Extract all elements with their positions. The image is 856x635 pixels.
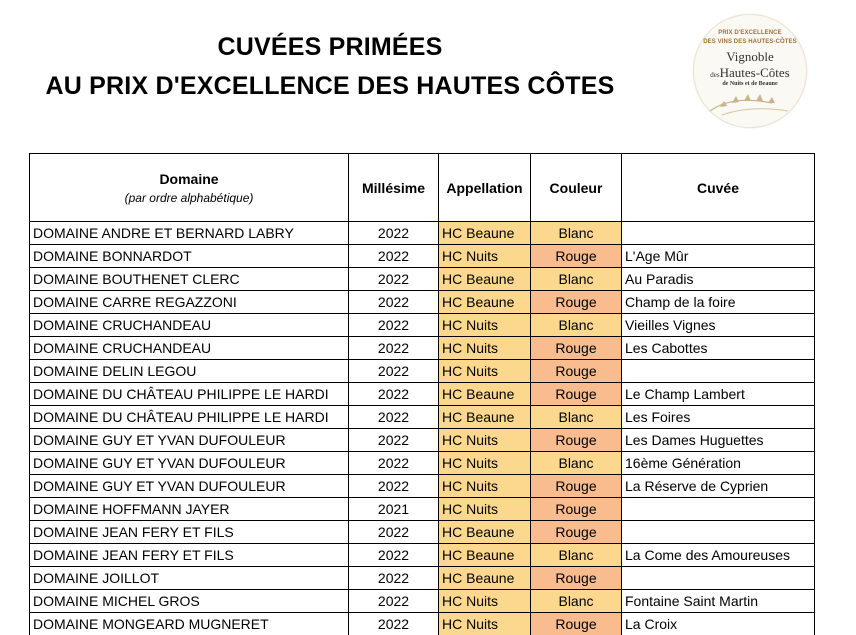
cell-couleur: Rouge: [531, 498, 622, 521]
cell-appellation: HC Nuits: [439, 498, 531, 521]
header-domaine-sub: (par ordre alphabétique): [33, 191, 345, 205]
page-title-line2: AU PRIX D'EXCELLENCE DES HAUTES CÔTES: [0, 72, 660, 101]
logo-line4-prefix: des: [710, 71, 719, 79]
cell-millesime: 2021: [349, 498, 439, 521]
cell-millesime: 2022: [349, 452, 439, 475]
cell-millesime: 2022: [349, 613, 439, 635]
vine-leaves-icon: [702, 85, 798, 121]
cell-appellation: HC Beaune: [439, 383, 531, 406]
cell-appellation: HC Nuits: [439, 590, 531, 613]
cell-couleur: Blanc: [531, 222, 622, 245]
cell-domaine: DOMAINE CRUCHANDEAU: [30, 314, 349, 337]
cell-couleur: Blanc: [531, 268, 622, 291]
cell-appellation: HC Beaune: [439, 567, 531, 590]
table-row: [30, 406, 815, 429]
cell-appellation: HC Nuits: [439, 613, 531, 635]
logo-line3: Vignoble: [694, 49, 806, 65]
cell-domaine: DOMAINE JEAN FERY ET FILS: [30, 544, 349, 567]
header-appellation: Appellation: [439, 154, 531, 222]
cell-millesime: 2022: [349, 360, 439, 383]
cell-couleur: Blanc: [531, 314, 622, 337]
cell-domaine: DOMAINE CARRE REGAZZONI: [30, 291, 349, 314]
cell-domaine: DOMAINE CRUCHANDEAU: [30, 337, 349, 360]
cell-domaine: DOMAINE MICHEL GROS: [30, 590, 349, 613]
cuvees-table: [29, 153, 815, 635]
header-couleur: Couleur: [531, 154, 622, 222]
table-header-row: [30, 154, 815, 222]
table-row: [30, 383, 815, 406]
table-row: [30, 314, 815, 337]
cell-appellation: HC Nuits: [439, 314, 531, 337]
cell-couleur: Blanc: [531, 452, 622, 475]
logo-line5: de Nuits et de Beaune: [694, 81, 806, 87]
cell-millesime: 2022: [349, 337, 439, 360]
logo-line1: PRIX D'EXCELLENCE: [694, 30, 806, 36]
cell-millesime: 2022: [349, 475, 439, 498]
cell-domaine: DOMAINE DELIN LEGOU: [30, 360, 349, 383]
cell-cuvee: Les Cabottes: [622, 337, 815, 360]
logo-line4-main: Hautes-Côtes: [720, 65, 790, 80]
cell-appellation: HC Beaune: [439, 291, 531, 314]
cell-millesime: 2022: [349, 314, 439, 337]
cell-cuvee: [622, 567, 815, 590]
cell-couleur: Blanc: [531, 544, 622, 567]
cell-cuvee: Les Dames Huguettes: [622, 429, 815, 452]
cell-domaine: DOMAINE HOFFMANN JAYER: [30, 498, 349, 521]
cell-cuvee: Champ de la foire: [622, 291, 815, 314]
cell-cuvee: [622, 360, 815, 383]
cell-domaine: DOMAINE BOUTHENET CLERC: [30, 268, 349, 291]
table-row: [30, 245, 815, 268]
cell-domaine: DOMAINE JOILLOT: [30, 567, 349, 590]
prix-excellence-logo: [693, 14, 807, 128]
table-row: [30, 222, 815, 245]
header-cuvee: Cuvée: [622, 154, 815, 222]
cell-couleur: Blanc: [531, 590, 622, 613]
cell-couleur: Rouge: [531, 521, 622, 544]
cell-appellation: HC Beaune: [439, 268, 531, 291]
cell-millesime: 2022: [349, 521, 439, 544]
cell-cuvee: Fontaine Saint Martin: [622, 590, 815, 613]
page-title-line1: CUVÉES PRIMÉES: [0, 33, 660, 62]
cell-domaine: DOMAINE MONGEARD MUGNERET: [30, 613, 349, 635]
table-row: [30, 498, 815, 521]
logo-line4: [694, 65, 806, 81]
cell-millesime: 2022: [349, 544, 439, 567]
table-row: [30, 590, 815, 613]
cell-appellation: HC Nuits: [439, 360, 531, 383]
table-row: [30, 521, 815, 544]
table-row: [30, 544, 815, 567]
cell-domaine: DOMAINE JEAN FERY ET FILS: [30, 521, 349, 544]
cell-cuvee: La Come des Amoureuses: [622, 544, 815, 567]
cell-couleur: Blanc: [531, 406, 622, 429]
cell-domaine: DOMAINE BONNARDOT: [30, 245, 349, 268]
cell-couleur: Rouge: [531, 360, 622, 383]
cell-millesime: 2022: [349, 406, 439, 429]
cell-cuvee: Les Foires: [622, 406, 815, 429]
table-row: [30, 475, 815, 498]
table-row: [30, 268, 815, 291]
cell-couleur: Rouge: [531, 567, 622, 590]
header-millesime: Millésime: [349, 154, 439, 222]
table-row: [30, 452, 815, 475]
cell-cuvee: La Réserve de Cyprien: [622, 475, 815, 498]
cell-cuvee: La Croix: [622, 613, 815, 635]
cell-appellation: HC Nuits: [439, 452, 531, 475]
table-row: [30, 567, 815, 590]
cell-appellation: HC Nuits: [439, 245, 531, 268]
cell-appellation: HC Nuits: [439, 429, 531, 452]
cell-cuvee: L'Age Mûr: [622, 245, 815, 268]
cell-appellation: HC Nuits: [439, 475, 531, 498]
cell-domaine: DOMAINE ANDRE ET BERNARD LABRY: [30, 222, 349, 245]
cell-couleur: Rouge: [531, 383, 622, 406]
table-row: [30, 429, 815, 452]
cell-millesime: 2022: [349, 268, 439, 291]
cell-appellation: HC Beaune: [439, 544, 531, 567]
table-row: [30, 337, 815, 360]
cell-millesime: 2022: [349, 291, 439, 314]
cell-millesime: 2022: [349, 245, 439, 268]
cell-appellation: HC Beaune: [439, 521, 531, 544]
cell-millesime: 2022: [349, 222, 439, 245]
cell-domaine: DOMAINE GUY ET YVAN DUFOULEUR: [30, 475, 349, 498]
cell-millesime: 2022: [349, 567, 439, 590]
cell-domaine: DOMAINE DU CHÂTEAU PHILIPPE LE HARDI: [30, 406, 349, 429]
table-row: [30, 613, 815, 635]
cell-appellation: HC Beaune: [439, 222, 531, 245]
table-row: [30, 291, 815, 314]
cell-appellation: HC Nuits: [439, 337, 531, 360]
cell-couleur: Rouge: [531, 429, 622, 452]
cell-appellation: HC Beaune: [439, 406, 531, 429]
cell-cuvee: [622, 521, 815, 544]
header-domaine: [30, 154, 349, 222]
cell-cuvee: [622, 222, 815, 245]
cell-millesime: 2022: [349, 429, 439, 452]
cell-cuvee: [622, 498, 815, 521]
cell-cuvee: Au Paradis: [622, 268, 815, 291]
table-row: [30, 360, 815, 383]
cell-cuvee: 16ème Génération: [622, 452, 815, 475]
cell-cuvee: Vieilles Vignes: [622, 314, 815, 337]
cell-couleur: Rouge: [531, 613, 622, 635]
cell-domaine: DOMAINE DU CHÂTEAU PHILIPPE LE HARDI: [30, 383, 349, 406]
cell-millesime: 2022: [349, 383, 439, 406]
cell-couleur: Rouge: [531, 245, 622, 268]
cell-couleur: Rouge: [531, 337, 622, 360]
cell-domaine: DOMAINE GUY ET YVAN DUFOULEUR: [30, 452, 349, 475]
cell-cuvee: Le Champ Lambert: [622, 383, 815, 406]
cell-couleur: Rouge: [531, 475, 622, 498]
cell-domaine: DOMAINE GUY ET YVAN DUFOULEUR: [30, 429, 349, 452]
cell-millesime: 2022: [349, 590, 439, 613]
cell-couleur: Rouge: [531, 291, 622, 314]
logo-line2: DES VINS DES HAUTES-CÔTES: [694, 39, 806, 45]
header-domaine-label: Domaine: [159, 171, 218, 187]
